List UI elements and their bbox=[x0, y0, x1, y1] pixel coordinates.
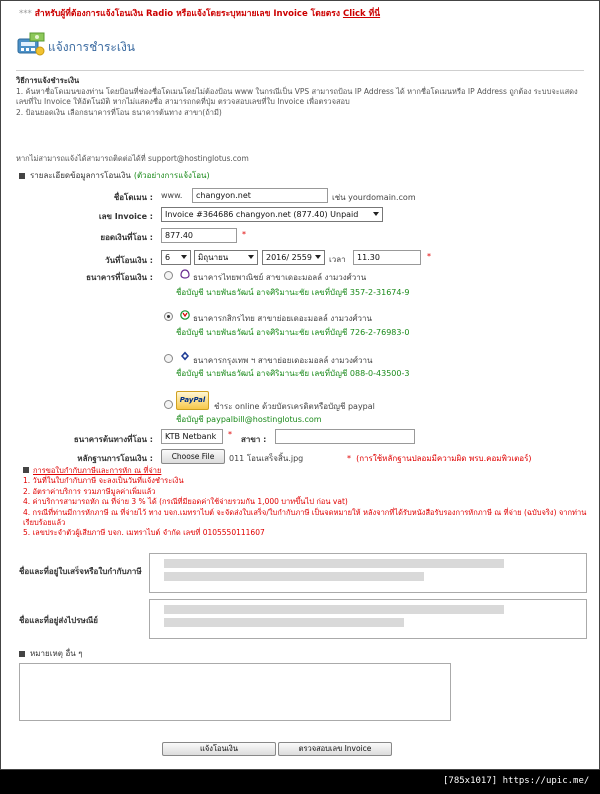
instruction-step-2: 2. ป้อนยอดเงิน เลือกธนาคารที่โอน ธนาคารต้นทาง สาขา(ถ้ามี) bbox=[16, 107, 222, 117]
domain-example: เช่น yourdomain.com bbox=[332, 193, 416, 202]
domain-label: ชื่อโดเมน : bbox=[113, 193, 153, 202]
tax-note-5: 5. เลขประจำตัวผู้เสียภาษี บจก. เมทราไบต์ จำกัด เลขที่ 0105550111607 bbox=[23, 528, 265, 538]
instruction-step-1: 1. ค้นหาชื่อโดเมนของท่าน โดยป้อนที่ช่องชื่อโดเมนโดยไม่ต้องป้อน www ในกรณีเป็น VPS สามารถป้อน IP Address ได้ หากชื่อโดเมนหรือ IP Address ถูกต้อง ระบบจะแสดงเลขที่ใบ Invoice ให้อัตโนมัติ หากไม่แสดงชื่อ สามารถกดที่ปุ่ม ตรวจสอบเลขที่ใบ Invoice เพื่อตรวจสอบ bbox=[16, 86, 578, 106]
branch-label: สาขา : bbox=[241, 435, 267, 444]
invoice-label: เลข Invoice : bbox=[98, 212, 153, 221]
invoice-selected: Invoice #364686 changyon.net (877.40) Unpaid bbox=[165, 210, 359, 219]
page-header bbox=[16, 29, 135, 57]
example-link[interactable]: (ตัวอย่างการแจ้งโอน) bbox=[133, 171, 210, 180]
instructions bbox=[16, 76, 586, 118]
kbank-bank-icon bbox=[180, 310, 190, 320]
chevron-down-icon bbox=[248, 255, 254, 259]
postal-address-label: ชื่อและที่อยู่ส่งไปรษณีย์ bbox=[19, 616, 98, 625]
section-bullet-icon bbox=[23, 467, 29, 473]
top-notice-text: สำหรับผู้ที่ต้องการแจ้งโอนเงิน Radio หรือแจ้งโดยระบุหมายเลข Invoice โดยตรง bbox=[34, 9, 340, 19]
bank-radio-scb[interactable] bbox=[164, 271, 173, 280]
proof-warning bbox=[347, 452, 531, 465]
invoice-address-textarea[interactable] bbox=[149, 553, 587, 593]
image-host-watermark: [785x1017] https://upic.me/ bbox=[443, 776, 590, 786]
domain-input[interactable] bbox=[192, 188, 328, 203]
tax-note-1: 1. วันที่ในใบกำกับภาษี จะลงเป็นวันที่แจ้งชำระเงิน bbox=[23, 476, 184, 486]
submit-transfer-button[interactable]: แจ้งโอนเงิน bbox=[162, 742, 276, 756]
origin-required-mark: * bbox=[228, 430, 232, 439]
proof-label: หลักฐานการโอนเงิน : bbox=[77, 454, 153, 463]
tax-note-2: 2. อัตราค่าบริการ รวมภาษีมูลค่าเพิ่มแล้ว bbox=[23, 486, 156, 496]
origin-bank-label: ธนาคารต้นทางที่โอน : bbox=[73, 435, 153, 444]
remarks-title: หมายเหตุ อื่น ๆ bbox=[30, 649, 83, 658]
redacted-text bbox=[164, 572, 424, 581]
tax-note-3: 4. ค่าบริการสามารถหัก ณ ที่จ่าย 3 % ได้ (กรณีที่มียอดค่าใช้จ่ายรวมกัน 1,000 บาทขึ้นไป ก่อน vat) bbox=[23, 497, 348, 507]
redacted-text bbox=[164, 559, 504, 568]
redacted-text bbox=[164, 605, 504, 614]
proof-warning-text: (การใช้หลักฐานปลอมมีความผิด พรบ.คอมพิวเตอร์) bbox=[356, 454, 532, 463]
date-label: วันที่โอนเงิน : bbox=[105, 256, 153, 265]
amount-label: ยอดเงินที่โอน : bbox=[100, 233, 153, 242]
month-select[interactable] bbox=[194, 250, 258, 265]
bank-name-paypal: ชำระ online ด้วยบัตรเครดิตหรือบัญชี paypal bbox=[214, 402, 375, 411]
click-here-link[interactable]: Click ที่นี่ bbox=[342, 9, 381, 19]
tax-notes bbox=[23, 466, 588, 539]
time-input[interactable] bbox=[353, 250, 421, 265]
bank-label: ธนาคารที่โอนเงิน : bbox=[86, 273, 153, 282]
scb-bank-icon bbox=[180, 269, 190, 279]
transfer-section-heading bbox=[19, 169, 210, 182]
time-label: เวลา bbox=[329, 255, 346, 264]
day-select[interactable] bbox=[161, 250, 191, 265]
bank-name-kbank: ธนาคารกสิกรไทย สาขาย่อยเดอะมอลล์ งามวงศ์วาน bbox=[193, 314, 372, 323]
day-selected: 6 bbox=[165, 253, 171, 262]
header-divider bbox=[16, 70, 584, 71]
amount-input[interactable] bbox=[161, 228, 237, 243]
bank-radio-bbl[interactable] bbox=[164, 354, 173, 363]
tax-notes-heading: การขอใบกำกับภาษีและการหัก ณ ที่จ่าย bbox=[23, 466, 588, 476]
bank-radio-kbank[interactable] bbox=[164, 312, 173, 321]
stars-text: *** bbox=[19, 9, 32, 19]
date-required-mark: * bbox=[427, 252, 431, 261]
bank-name-bbl: ธนาคารกรุงเทพ ฯ สาขาย่อยเดอะมอลล์ งามวงศ์วาน bbox=[193, 356, 373, 365]
bank-account-paypal: ชื่อบัญชี paypalbill@hostinglotus.com bbox=[176, 415, 322, 424]
invoice-address-label: ชื่อและที่อยู่ใบเสร็จหรือใบกำกับภาษี bbox=[19, 567, 142, 576]
origin-bank-input[interactable] bbox=[161, 429, 223, 444]
bank-account-kbank: ชื่อบัญชี นายพันธวัฒน์ อาจศิริมานะชัย เลขที่บัญชี 726-2-76983-0 bbox=[176, 328, 410, 337]
page-title: แจ้งการชำระเงิน bbox=[48, 39, 136, 54]
calculator-money-icon bbox=[16, 29, 46, 57]
remarks-heading bbox=[19, 647, 83, 660]
bbl-bank-icon bbox=[180, 351, 190, 361]
www-prefix: www. bbox=[161, 191, 183, 200]
bank-radio-paypal[interactable] bbox=[164, 400, 173, 409]
bank-account-scb: ชื่อบัญชี นายพันธวัฒน์ อาจศิริมานะชัย เลขที่บัญชี 357-2-31674-9 bbox=[176, 288, 410, 297]
paypal-logo: PayPal bbox=[176, 391, 209, 410]
remarks-textarea[interactable] bbox=[19, 663, 451, 721]
tax-note-4: 4. กรณีที่ท่านมีการหักภาษี ณ ที่จ่ายไว้ ทาง บจก.เมทราไบต์ จะจัดส่งใบเสร็จ/ใบกำกับภาษี เป็นจดหมายให้ หลังจากที่ได้รับหนังสือรับรองการหักภาษี ณ ที่จ่าย (ฉบับจริง) จากท่านเรียบร้อยแล้ว bbox=[23, 507, 587, 528]
check-invoice-button[interactable]: ตรวจสอบเลข Invoice bbox=[278, 742, 392, 756]
chevron-down-icon bbox=[373, 212, 379, 216]
bank-name-scb: ธนาคารไทยพาณิชย์ สาขาเดอะมอลล์ งามวงศ์วาน bbox=[193, 273, 367, 282]
chevron-down-icon bbox=[181, 255, 187, 259]
top-notice bbox=[19, 6, 380, 20]
bank-account-bbl: ชื่อบัญชี นายพันธวัฒน์ อาจศิริมานะชัย เลขที่บัญชี 088-0-43500-3 bbox=[176, 369, 410, 378]
chevron-down-icon bbox=[315, 255, 321, 259]
branch-input[interactable] bbox=[275, 429, 415, 444]
instructions-heading: วิธีการแจ้งชำระเงิน bbox=[16, 76, 80, 85]
proof-required-mark: * bbox=[347, 454, 351, 463]
section-bullet-icon bbox=[19, 651, 25, 657]
section-bullet-icon bbox=[19, 173, 25, 179]
chosen-file-name: 011 โอนเสร็จสิ้น.jpg bbox=[229, 454, 304, 463]
transfer-section-title: รายละเอียดข้อมูลการโอนเงิน bbox=[30, 171, 131, 180]
month-selected: มิถุนายน bbox=[198, 253, 229, 262]
year-select[interactable] bbox=[262, 250, 325, 265]
redacted-text bbox=[164, 618, 404, 627]
invoice-select[interactable] bbox=[161, 207, 383, 222]
support-contact: หากไม่สามารถแจ้งได้สามารถติดต่อได้ที่ support@hostinglotus.com bbox=[16, 154, 249, 163]
amount-required-mark: * bbox=[242, 230, 246, 239]
year-selected: 2016/ 2559 bbox=[266, 253, 312, 262]
postal-address-textarea[interactable] bbox=[149, 599, 587, 639]
choose-file-button[interactable]: Choose File bbox=[161, 449, 225, 464]
